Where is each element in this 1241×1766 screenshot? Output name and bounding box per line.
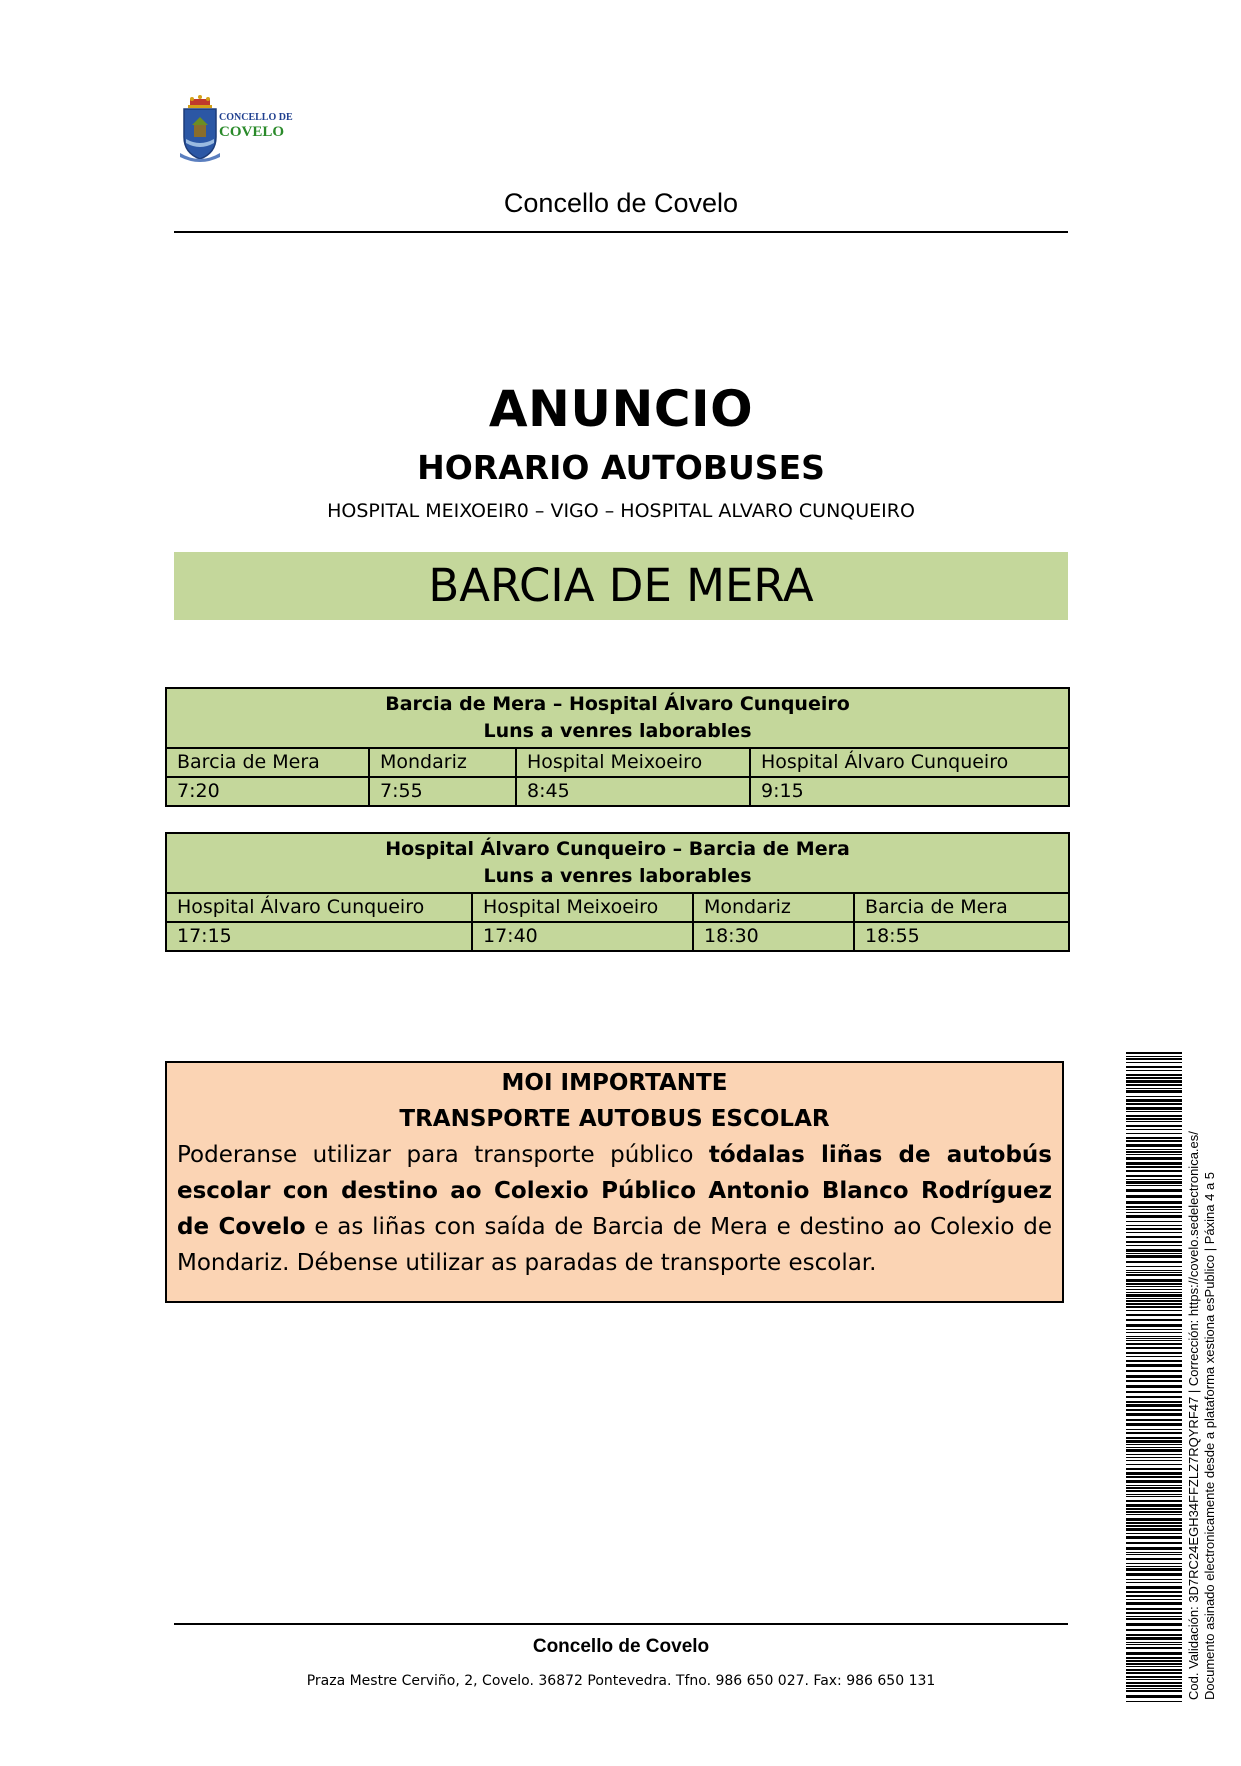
barcode-bar (1126, 1162, 1182, 1165)
notice-text-c: e as liñas con saída de Barcia de Mera e destino ao Colexio de Mondariz. Débense utilizar as paradas de transporte escolar. (177, 1214, 1052, 1276)
table-row (166, 748, 1069, 777)
schedule-title: Barcia de Mera – Hospital Álvaro Cunqueiro (385, 693, 850, 715)
logo-line-2: COVELO (219, 124, 285, 140)
barcode-bar (1126, 1460, 1182, 1461)
barcode-bar (1126, 1215, 1182, 1218)
barcode-bar (1126, 1107, 1182, 1110)
barcode-bar (1126, 1332, 1182, 1333)
time-cell: 17:40 (472, 922, 693, 951)
barcode-bar (1126, 1652, 1182, 1655)
barcode-bar (1126, 1185, 1182, 1186)
barcode-bar (1126, 1449, 1182, 1452)
barcode-bar (1126, 1074, 1182, 1076)
barcode-bar (1126, 1118, 1182, 1120)
notice-title-1: MOI IMPORTANTE (501, 1070, 728, 1096)
validation-text (1186, 1050, 1222, 1700)
barcode-bar (1126, 1253, 1182, 1254)
barcode-bar (1126, 1676, 1182, 1678)
barcode-bar (1126, 1370, 1182, 1372)
barcode-bar (1126, 1175, 1182, 1177)
barcode-bar (1126, 1582, 1182, 1583)
header-divider (174, 231, 1068, 233)
validation-line-1: Cod. Validación: 3D7RC24EGH34FFZLZ7RQYRF47 | Corrección: https://covelo.sedelectronica.es/ (1186, 1131, 1201, 1700)
barcode-bar (1126, 1356, 1182, 1357)
barcode-bar (1126, 1274, 1182, 1276)
barcode-bar (1126, 1380, 1182, 1382)
schedule-heading (166, 833, 1069, 893)
notice-title-2: TRANSPORTE AUTOBUS ESCOLAR (399, 1106, 830, 1132)
stop-cell: Barcia de Mera (166, 748, 369, 777)
barcode-bar (1126, 1528, 1182, 1531)
footer-address: Praza Mestre Cerviño, 2, Covelo. 36872 Pontevedra. Tfno. 986 650 027. Fax: 986 650 131 (306, 1673, 936, 1689)
barcode-bar (1126, 1056, 1182, 1057)
barcode-bar (1126, 1682, 1182, 1684)
schedule-table-return (165, 832, 1070, 952)
barcode-bar (1126, 1454, 1182, 1455)
barcode-bar (1126, 1352, 1182, 1354)
barcode-bar (1126, 1591, 1182, 1593)
barcode-bar (1126, 1266, 1182, 1267)
barcode-bar (1126, 1360, 1182, 1362)
barcode-bar (1126, 1595, 1182, 1597)
barcode-bar (1126, 1300, 1182, 1302)
barcode-bar (1126, 1612, 1182, 1614)
barcode-bar (1126, 1096, 1182, 1097)
stop-cell: Hospital Meixoeiro (516, 748, 750, 777)
footer-divider (174, 1623, 1068, 1625)
barcode-bar (1126, 1552, 1182, 1553)
stop-cell: Hospital Álvaro Cunqueiro (750, 748, 1069, 777)
notice-text-a: Poderanse utilizar para transporte público (177, 1142, 709, 1168)
time-cell: 9:15 (750, 777, 1069, 806)
barcode-bar (1126, 1690, 1182, 1692)
schedule-heading (166, 688, 1069, 748)
barcode-bar (1126, 1149, 1182, 1150)
barcode-bar (1126, 1508, 1182, 1510)
stop-cell: Mondariz (369, 748, 516, 777)
barcode-bar (1126, 1634, 1182, 1636)
barcode-bar (1126, 1480, 1182, 1483)
barcode-bar (1126, 1058, 1182, 1060)
schedule-table-outbound (165, 687, 1070, 807)
time-cell: 8:45 (516, 777, 750, 806)
notice-text-bold: tódalas liñas de autobús escolar con destino ao Colexio Público Antonio Blanco Rodríguez de Covelo (177, 1142, 1052, 1240)
barcode-bar (1126, 1241, 1182, 1243)
table-row (166, 922, 1069, 951)
barcode-bar (1126, 1221, 1182, 1222)
barcode-bar (1126, 1542, 1182, 1544)
time-cell: 17:15 (166, 922, 472, 951)
barcode-bar (1126, 1663, 1182, 1665)
barcode-bar (1126, 1111, 1182, 1112)
barcode-bar (1126, 1286, 1182, 1287)
barcode-bar (1126, 1666, 1182, 1667)
barcode-bar (1126, 1245, 1182, 1246)
barcode-bar (1126, 1429, 1182, 1430)
time-cell: 18:30 (693, 922, 854, 951)
barcode-bar (1126, 1137, 1182, 1139)
barcode-bar (1126, 1616, 1182, 1617)
barcode-bar (1126, 1504, 1182, 1507)
route-line: HOSPITAL MEIXOEIR0 – VIGO – HOSPITAL ALVARO CUNQUEIRO (327, 500, 915, 522)
barcode-bar (1126, 1195, 1182, 1198)
table-header-row (166, 833, 1069, 893)
barcode-bar (1126, 1536, 1182, 1539)
barcode-bar (1126, 1338, 1182, 1339)
logo-line-1: CONCELLO DE (219, 112, 293, 123)
barcode-bar (1126, 1602, 1182, 1605)
barcode-bar (1126, 1314, 1182, 1316)
barcode-bar (1126, 1423, 1182, 1426)
barcode-bar (1126, 1115, 1182, 1117)
table-row (166, 777, 1069, 806)
barcode-bar (1126, 1599, 1182, 1600)
barcode-bar (1126, 1464, 1182, 1465)
barcode-bar (1126, 1487, 1182, 1489)
barcode-bar (1126, 1500, 1182, 1502)
barcode-bar (1126, 1468, 1182, 1470)
barcode-bar (1126, 1644, 1182, 1645)
barcode-bar (1126, 1518, 1182, 1521)
barcode-bar (1126, 1070, 1182, 1071)
barcode-bar (1126, 1642, 1182, 1643)
barcode-bar (1126, 1181, 1182, 1184)
barcode-bar (1126, 1701, 1182, 1702)
barcode-bar (1126, 1409, 1182, 1411)
barcode-bar (1126, 1514, 1182, 1515)
barcode-bar (1126, 1294, 1182, 1297)
barcode-bar (1126, 1329, 1182, 1330)
barcode-bar (1126, 1396, 1182, 1398)
barcode-bar (1126, 1249, 1182, 1252)
barcode-bar (1126, 1573, 1182, 1576)
barcode-bar (1126, 1494, 1182, 1495)
barcode-bar (1126, 1511, 1182, 1513)
barcode-bar (1126, 1490, 1182, 1492)
footer-title: Concello de Covelo (532, 1636, 710, 1657)
barcode-bar (1126, 1272, 1182, 1273)
barcode-bar (1126, 1586, 1182, 1589)
barcode-bar (1126, 1637, 1182, 1640)
barcode-bar (1126, 1088, 1182, 1089)
barcode-bar (1126, 1485, 1182, 1486)
barcode-bar (1126, 1657, 1182, 1659)
barcode-bar (1126, 1077, 1182, 1079)
barcode-bar (1126, 1440, 1182, 1443)
stop-cell: Hospital Meixoeiro (472, 893, 693, 922)
barcode-bar (1126, 1419, 1182, 1421)
barcode-bar (1126, 1391, 1182, 1393)
barcode-bar (1126, 1695, 1182, 1698)
barcode-bar (1126, 1413, 1182, 1416)
barcode-bar (1126, 1236, 1182, 1238)
barcode-bar (1126, 1209, 1182, 1210)
barcode-bar (1126, 1432, 1182, 1434)
barcode-bar (1126, 1347, 1182, 1349)
barcode-bar (1126, 1457, 1182, 1458)
barcode-bar (1126, 1496, 1182, 1497)
barcode-bar (1126, 1310, 1182, 1311)
barcode-bar (1126, 1319, 1182, 1321)
barcode-bar (1126, 1618, 1182, 1620)
barcode-bar (1126, 1364, 1182, 1367)
barcode-bar (1126, 1647, 1182, 1649)
barcode-bar (1126, 1052, 1182, 1054)
barcode-bar (1126, 1144, 1182, 1147)
barcode-bar (1126, 1568, 1182, 1571)
stop-cell: Barcia de Mera (854, 893, 1069, 922)
barcode-bar (1126, 1121, 1182, 1122)
barcode-bar (1126, 1672, 1182, 1674)
barcode-bar (1126, 1212, 1182, 1213)
validation-line-2: Documento asinado electronicamente desde a plataforma xestiona esPublico | Páxina 4 a 5 (1202, 1171, 1217, 1700)
time-cell: 7:55 (369, 777, 516, 806)
table-header-row (166, 688, 1069, 748)
barcode-bar (1126, 1385, 1182, 1388)
barcode-bar (1126, 1084, 1182, 1086)
barcode-bar (1126, 1206, 1182, 1208)
barcode-bar (1126, 1336, 1182, 1337)
barcode-bar (1126, 1283, 1182, 1285)
validation-barcode (1126, 1052, 1182, 1702)
barcode-bar (1126, 1166, 1182, 1168)
stop-cell: Mondariz (693, 893, 854, 922)
barcode-bar (1126, 1623, 1182, 1626)
barcode-bar (1126, 1125, 1182, 1127)
barcode-bar (1126, 1279, 1182, 1282)
barcode-bar (1126, 1669, 1182, 1671)
barcode-bar (1126, 1292, 1182, 1293)
barcode-bar (1126, 1679, 1182, 1680)
barcode-bar (1126, 1129, 1182, 1130)
barcode-bar (1126, 1255, 1182, 1258)
announcement-title: ANUNCIO (488, 380, 754, 438)
barcode-bar (1126, 1179, 1182, 1180)
time-cell: 7:20 (166, 777, 369, 806)
barcode-bar (1126, 1306, 1182, 1308)
barcode-bar (1126, 1066, 1182, 1068)
barcode-bar (1126, 1232, 1182, 1233)
barcode-bar (1126, 1563, 1182, 1564)
barcode-bar (1126, 1080, 1182, 1083)
barcode-bar (1126, 1401, 1182, 1403)
barcode-bar (1126, 1533, 1182, 1534)
barcode-bar (1126, 1444, 1182, 1445)
barcode-bar (1126, 1340, 1182, 1341)
barcode-bar (1126, 1270, 1182, 1271)
barcode-bar (1126, 1225, 1182, 1226)
barcode-bar (1126, 1201, 1182, 1204)
barcode-bar (1126, 1476, 1182, 1478)
schedule-days: Luns a venres laborables (483, 865, 752, 887)
barcode-bar (1126, 1472, 1182, 1475)
location-banner: BARCIA DE MERA (174, 552, 1068, 620)
barcode-bar (1126, 1404, 1182, 1407)
barcode-bar (1126, 1685, 1182, 1687)
schedule-title: Hospital Álvaro Cunqueiro – Barcia de Mera (385, 838, 850, 860)
barcode-bar (1126, 1103, 1182, 1105)
barcode-bar (1126, 1154, 1182, 1155)
barcode-bar (1126, 1324, 1182, 1327)
barcode-bar (1126, 1343, 1182, 1345)
barcode-bar (1126, 1447, 1182, 1448)
barcode-bar (1126, 1554, 1182, 1555)
barcode-bar (1126, 1525, 1182, 1527)
notice-body (177, 1137, 1052, 1281)
barcode-bar (1126, 1558, 1182, 1560)
barcode-bar (1126, 1133, 1182, 1134)
barcode-bar (1126, 1660, 1182, 1662)
barcode-bar (1126, 1189, 1182, 1192)
barcode-bar (1126, 1298, 1182, 1299)
table-row (166, 893, 1069, 922)
barcode-bar (1126, 1688, 1182, 1689)
barcode-bar (1126, 1140, 1182, 1142)
barcode-bar (1126, 1437, 1182, 1439)
barcode-bar (1126, 1303, 1182, 1305)
barcode-bar (1126, 1151, 1182, 1153)
barcode-bar (1126, 1629, 1182, 1631)
barcode-bar (1126, 1547, 1182, 1550)
header-title: Concello de Covelo (503, 188, 739, 218)
barcode-bar (1126, 1228, 1182, 1230)
barcode-bar (1126, 1261, 1182, 1263)
schedule-days: Luns a venres laborables (483, 720, 752, 742)
announcement-subtitle: HORARIO AUTOBUSES (417, 448, 825, 487)
barcode-bar (1126, 1157, 1182, 1160)
important-notice-box (165, 1061, 1064, 1303)
stop-cell: Hospital Álvaro Cunqueiro (166, 893, 472, 922)
barcode-bar (1126, 1579, 1182, 1580)
barcode-bar (1126, 1062, 1182, 1063)
time-cell: 18:55 (854, 922, 1069, 951)
barcode-bar (1126, 1566, 1182, 1567)
barcode-bar (1126, 1522, 1182, 1524)
barcode-bar (1126, 1289, 1182, 1290)
barcode-bar (1126, 1608, 1182, 1610)
barcode-bar (1126, 1375, 1182, 1378)
barcode-bar (1126, 1090, 1182, 1093)
barcode-bar (1126, 1170, 1182, 1172)
barcode-bar (1126, 1099, 1182, 1102)
